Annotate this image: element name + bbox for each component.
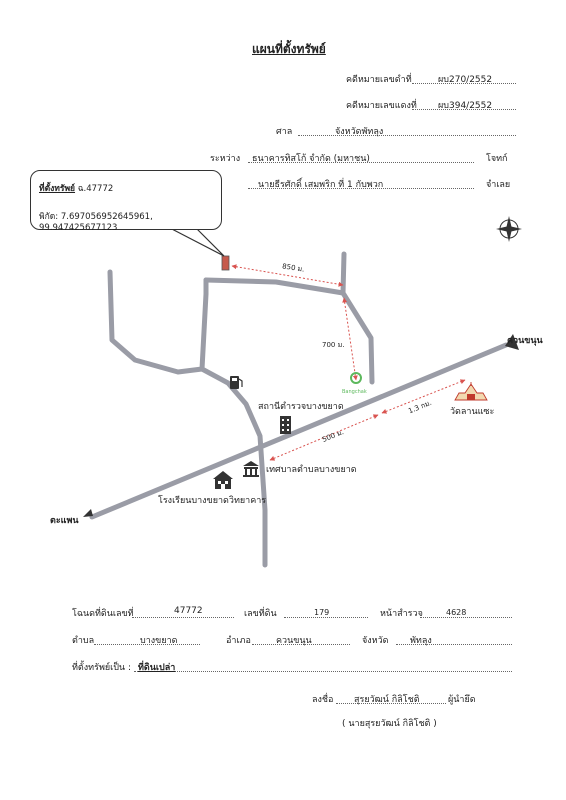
defendant-role: จำเลย [486,180,511,190]
province-label: จังหวัด [362,636,389,646]
survey-label: หน้าสำรวจ [380,609,423,619]
school-icon [213,471,233,489]
property-id-value: ฉ.47772 [77,184,114,194]
property-type-line [134,671,512,672]
plaintiff-value: ธนาคารทิสโก้ จำกัด (มหาชน) [252,154,370,164]
plaintiff-role: โจทก์ [486,154,508,164]
dist-1-3-label: 1.3 กม. [407,398,433,416]
dist-vertical-label: 700 ม. [322,341,345,349]
coord-prefix: พิกัด [39,212,56,222]
signer-name: สุรยวัฒน์ กิลิโชติ [354,695,420,705]
signer-full-name: ( นายสุรยวัฒน์ กิลิโชติ ) [342,719,437,729]
deed-label: โฉนดที่ดินเลขที่ [72,609,134,619]
deed-value: 47772 [174,606,203,616]
province-value: พัทลุง [410,636,432,646]
temple-label: วัดลานแซะ [450,407,495,417]
property-prefix: ที่ตั้งทรัพย์ [39,184,76,194]
police-building-icon [280,416,291,434]
court-label: ศาล [276,127,293,137]
west-road [110,272,202,372]
property-type-value: ที่ดินเปล่า [138,663,176,673]
top-road [206,280,372,382]
land-no-label: เลขที่ดิน [244,609,277,619]
coordinates-line [39,209,221,233]
land-no-value: 179 [314,608,330,617]
subdistrict-value: บางขยาด [140,636,178,646]
dest-right-label: ควนขนุน [507,336,543,346]
property-callout [30,170,222,233]
northeast-road [343,254,344,293]
school-label: โรงเรียนบางขยาดวิทยาคาร [158,496,267,506]
deed-line [132,617,234,618]
court-value: จังหวัดพัทลุง [335,127,384,137]
signer-role: ผู้นำยึด [448,695,476,705]
temple-icon [455,382,487,400]
property-marker [222,256,229,270]
subdistrict-label: ตำบล [72,636,95,646]
municipal-label: เทศบาลตำบลบางขยาด [266,465,357,475]
coord-value: : 7.697056952645961, 99.947425677123 [39,212,153,233]
red-case-label: คดีหมายเลขแดงที่ [346,101,417,111]
survey-line [420,617,512,618]
district-value: ควนขนุน [276,636,312,646]
dist-500-label: 500 ม. [321,428,345,444]
sign-label: ลงชื่อ [312,695,334,705]
page-title: แผนที่ตั้งทรัพย์ [252,42,326,56]
left-direction-arrow [83,509,93,517]
bangchak-label: Bangchak [342,389,367,395]
gas-pump-icon [230,376,242,389]
property-id-line [39,181,113,195]
property-type-label: ที่ตั้งทรัพย์เป็น : [72,663,131,673]
black-case-label: คดีหมายเลขดำที่ [346,75,412,85]
dist-top-label: 850 ม. [281,262,306,274]
compass-icon [496,216,522,242]
north-south-road [202,280,265,565]
land-no-line [284,617,368,618]
police-station-label: สถานีตำรวจบางขยาด [258,402,344,412]
between-label: ระหว่าง [210,154,241,164]
district-label: อำเภอ [226,636,251,646]
municipal-building-icon [243,461,259,477]
main-highway [92,345,506,517]
red-case-value: ผบ394/2552 [438,101,493,111]
dest-left-label: ตะแพน [50,516,79,526]
black-case-value: ผบ270/2552 [438,75,493,85]
survey-value: 4628 [446,608,467,617]
defendant-value: นายธีรศักดิ์ เสมพริก ที่ 1 กับพวก [258,180,384,190]
